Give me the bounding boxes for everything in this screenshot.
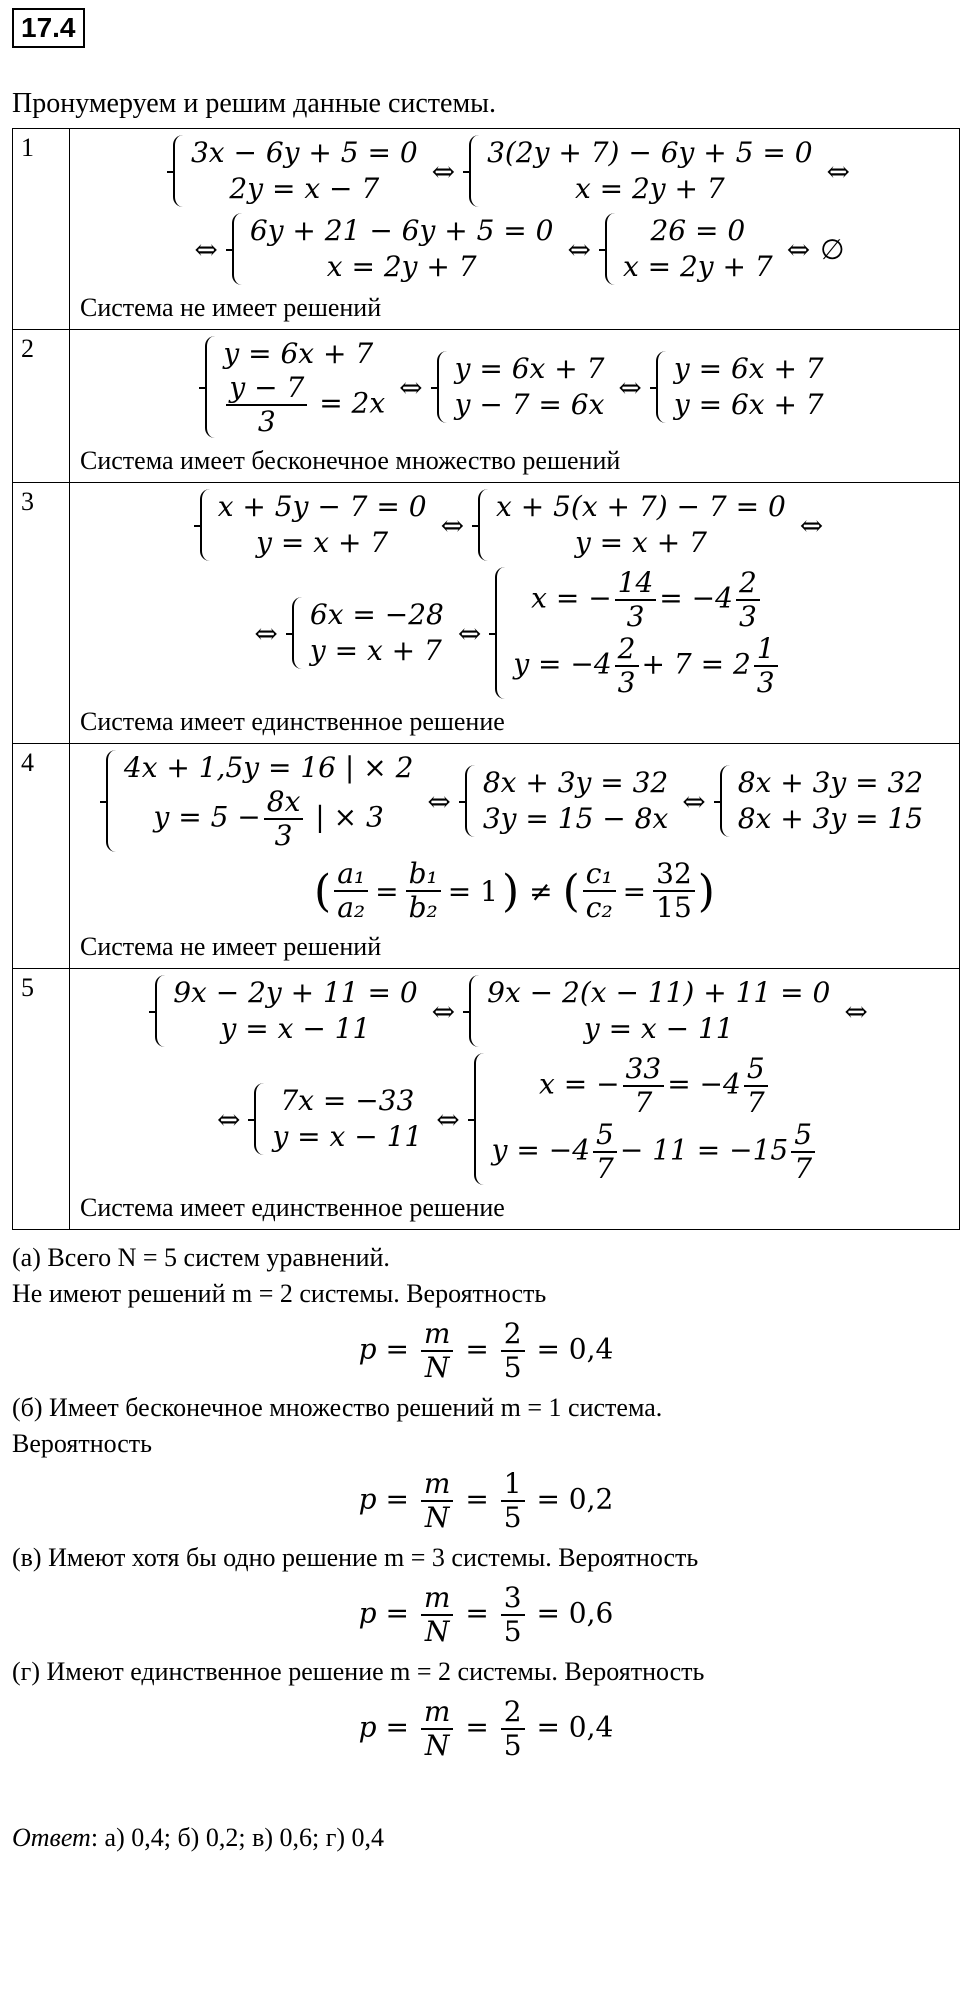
math-line	[80, 213, 949, 285]
equation-system	[292, 597, 444, 669]
intro-text: Пронумеруем и решим данные системы.	[12, 88, 496, 119]
equation-system	[720, 765, 923, 837]
equation: y = x + 7	[256, 526, 389, 559]
equiv-symbol: ⇔	[427, 784, 451, 818]
equation-system	[254, 1083, 422, 1155]
equation: 9x − 2y + 11 = 0	[173, 976, 418, 1009]
equiv-symbol: ⇔	[440, 508, 465, 542]
equals-symbol: =	[465, 1710, 489, 1744]
row-conclusion: Система не имеет решений	[80, 293, 382, 322]
fraction-denominator: 3	[756, 666, 775, 699]
part-d-text: (г) Имеют единственное решение m = 2 системы. Вероятность	[12, 1657, 705, 1686]
equation-part: p =	[358, 1710, 409, 1744]
answer-label: Ответ	[12, 1823, 91, 1852]
equation	[124, 786, 414, 852]
brace-icon	[173, 135, 185, 207]
equation: y = x + 7	[309, 634, 442, 667]
fraction-denominator: 3	[617, 666, 636, 699]
fraction-denominator: a₂	[337, 891, 366, 924]
fraction-denominator: N	[424, 1501, 450, 1534]
fraction-numerator: 14	[615, 567, 657, 601]
equation: x + 5y − 7 = 0	[217, 490, 427, 523]
fraction-numerator: m	[421, 1318, 454, 1352]
paren-open: (	[314, 865, 332, 917]
row-number: 5	[13, 969, 70, 1230]
brace-icon	[469, 135, 481, 207]
equiv-symbol: ⇔	[399, 370, 423, 404]
math-line	[80, 336, 949, 438]
fraction-denominator: 7	[794, 1152, 813, 1185]
row-body	[70, 969, 960, 1230]
not-equal-symbol: ≠	[529, 874, 553, 908]
equation	[223, 372, 385, 438]
row-conclusion: Система имеет единственное решение	[80, 707, 505, 736]
equiv-symbol: ⇔	[436, 1102, 460, 1136]
paren-open: (	[562, 865, 580, 917]
equals-symbol: =	[465, 1596, 489, 1630]
fraction-denominator: 5	[503, 1729, 522, 1762]
equation: 4x + 1,5y = 16 | × 2	[123, 751, 414, 784]
math-line	[80, 1053, 949, 1185]
formula-b	[12, 1468, 960, 1534]
paren-close: )	[697, 865, 715, 917]
brace-icon	[200, 489, 212, 561]
row-body	[70, 129, 960, 330]
equation-part: x = −	[539, 1067, 620, 1101]
equiv-symbol: ⇔	[799, 508, 824, 542]
fraction-numerator: 1	[501, 1468, 525, 1502]
equation-system	[437, 351, 605, 423]
row-body	[70, 330, 960, 483]
equation-part: p =	[358, 1332, 409, 1366]
equation-system	[232, 213, 554, 285]
equation: x = 2y + 7	[574, 172, 725, 205]
fraction-numerator: 3	[501, 1582, 525, 1616]
fraction-denominator: N	[424, 1615, 450, 1648]
equation-part: = 0,4	[536, 1710, 614, 1744]
fraction-denominator: c₂	[585, 891, 613, 924]
equation-part: | × 3	[315, 800, 384, 834]
equiv-symbol: ⇔	[567, 232, 591, 266]
equation: 3y = 15 − 8x	[482, 802, 669, 835]
brace-icon	[469, 975, 481, 1047]
formula-a	[12, 1318, 960, 1384]
equation-part: y = −4	[491, 1133, 591, 1167]
equation-system	[474, 1053, 818, 1185]
equiv-symbol: ⇔	[216, 1102, 241, 1136]
equation-part: = 0,4	[536, 1332, 614, 1366]
fraction-numerator: 32	[653, 858, 695, 892]
row-number: 3	[13, 483, 70, 744]
row-number: 2	[13, 330, 70, 483]
equation-system	[469, 975, 830, 1047]
fraction-denominator: 3	[257, 405, 276, 438]
brace-icon	[254, 1083, 266, 1155]
page	[12, 8, 960, 1856]
equation-system	[469, 135, 812, 207]
fraction-denominator: N	[424, 1729, 450, 1762]
brace-icon	[478, 489, 490, 561]
equation: y = x + 7	[574, 526, 707, 559]
row-number: 1	[13, 129, 70, 330]
equation-system	[106, 750, 414, 852]
math-line	[80, 567, 949, 699]
equation: 8x + 3y = 32	[482, 766, 669, 799]
answer-line	[12, 1820, 960, 1856]
math-line	[80, 135, 949, 207]
equation-system	[200, 489, 427, 561]
brace-icon	[605, 213, 617, 285]
systems-table	[12, 128, 960, 1230]
fraction-numerator: y − 7	[226, 372, 307, 406]
table-row	[13, 483, 960, 744]
equation: 9x − 2(x − 11) + 11 = 0	[487, 976, 831, 1009]
equiv-symbol: ⇔	[254, 616, 278, 650]
fraction-numerator: m	[421, 1468, 454, 1502]
equation-part: − 11 = −15	[619, 1133, 789, 1167]
equation: y − 7 = 6x	[454, 388, 605, 421]
equation: x + 5(x + 7) − 7 = 0	[496, 490, 786, 523]
fraction-numerator: 5	[744, 1053, 768, 1087]
equation-system	[205, 336, 385, 438]
brace-icon	[292, 597, 304, 669]
paren-close: )	[501, 865, 520, 917]
equals-symbol: =	[465, 1332, 489, 1366]
equation	[513, 633, 780, 699]
fraction-denominator: b₂	[408, 891, 438, 924]
brace-icon	[465, 765, 477, 837]
equation-part: = 0,6	[536, 1596, 614, 1630]
equation-system	[656, 351, 824, 423]
equals-symbol: =	[375, 874, 399, 908]
brace-icon	[155, 975, 167, 1047]
brace-icon	[656, 351, 668, 423]
equation: x = 2y + 7	[622, 250, 773, 283]
fraction-denominator: 3	[274, 819, 293, 852]
probability-section	[12, 1240, 960, 1856]
fraction-denominator: 15	[656, 891, 692, 924]
equiv-symbol: ⇔	[431, 994, 456, 1028]
fraction-denominator: 7	[746, 1086, 765, 1119]
fraction-denominator: 3	[626, 600, 645, 633]
table-row	[13, 330, 960, 483]
equation-part: = 0,2	[536, 1482, 614, 1516]
brace-icon	[495, 567, 507, 699]
equation: y = x − 11	[220, 1012, 371, 1045]
part-b-text: (б) Имеет бесконечное множество решений m = 1 система.	[12, 1393, 663, 1422]
equation-part: = −4	[667, 1067, 741, 1101]
equation: 6x = −28	[309, 598, 444, 631]
part-a-text: (а) Всего N = 5 систем уравнений.	[12, 1243, 390, 1272]
brace-icon	[205, 336, 217, 438]
equation: y = 6x + 7	[223, 337, 374, 370]
answer-text: : а) 0,4; б) 0,2; в) 0,6; г) 0,4	[90, 1823, 385, 1852]
equiv-symbol: ⇔	[431, 154, 456, 188]
fraction-numerator: b₁	[406, 858, 441, 892]
equation: y = 6x + 7	[673, 388, 824, 421]
equation-part: p =	[358, 1482, 409, 1516]
fraction-numerator: 5	[593, 1119, 617, 1153]
equation-system	[605, 213, 773, 285]
equation: y = 6x + 7	[673, 352, 824, 385]
row-body	[70, 744, 960, 969]
equiv-symbol: ⇔	[618, 370, 642, 404]
equation-rhs: = 2x	[319, 386, 386, 420]
equation: y = 6x + 7	[454, 352, 605, 385]
equiv-symbol: ⇔	[194, 232, 218, 266]
equation	[513, 567, 780, 633]
fraction-denominator: 7	[596, 1152, 614, 1185]
equation: 3(2y + 7) − 6y + 5 = 0	[487, 136, 813, 169]
equation-part: y = 5 −	[153, 800, 261, 834]
equation-part: + 7 = 2	[641, 647, 751, 681]
equation: 8x + 3y = 15	[737, 802, 924, 835]
equals-symbol: =	[465, 1482, 489, 1516]
fraction-numerator: 5	[791, 1119, 815, 1153]
brace-icon	[474, 1053, 486, 1185]
equiv-symbol: ⇔	[457, 616, 482, 650]
equiv-symbol: ⇔	[682, 784, 706, 818]
fraction-numerator: 2	[615, 633, 639, 667]
math-line	[80, 489, 949, 561]
brace-icon	[106, 750, 118, 852]
row-conclusion: Система имеет единственное решение	[80, 1193, 505, 1222]
equiv-symbol: ⇔	[826, 154, 850, 188]
equation	[492, 1053, 818, 1119]
equals-symbol: =	[622, 874, 647, 908]
equation: y = x − 11	[272, 1120, 423, 1153]
row-number: 4	[13, 744, 70, 969]
row-conclusion: Система не имеет решений	[80, 932, 382, 961]
fraction-denominator: 7	[634, 1086, 653, 1119]
problem-number: 17.4	[12, 8, 85, 48]
fraction-numerator: 1	[754, 633, 778, 667]
equation-part: y = −4	[513, 647, 612, 681]
equation-system	[155, 975, 417, 1047]
equation-part: = −4	[659, 581, 733, 615]
fraction-numerator: 2	[736, 567, 760, 601]
fraction-numerator: 33	[623, 1053, 665, 1087]
equation-system	[465, 765, 668, 837]
math-line	[80, 750, 949, 852]
fraction-numerator: m	[421, 1696, 454, 1730]
fraction-numerator: 8x	[264, 786, 304, 820]
equation-system	[173, 135, 418, 207]
part-c-text: (в) Имеют хотя бы одно решение m = 3 системы. Вероятность	[12, 1543, 699, 1572]
table-row	[13, 129, 960, 330]
equation: 2y = x − 7	[229, 172, 380, 205]
ratio-line	[80, 858, 949, 924]
part-a-text2: Не имеют решений m = 2 системы. Вероятность	[12, 1279, 547, 1308]
row-conclusion: Система имеет бесконечное множество решений	[80, 446, 621, 475]
fraction-numerator: a₁	[334, 858, 368, 892]
fraction-denominator: 5	[503, 1501, 522, 1534]
fraction-denominator: 3	[738, 600, 757, 633]
fraction-denominator: N	[424, 1351, 450, 1384]
equation: x = 2y + 7	[326, 250, 477, 283]
equation-system	[495, 567, 780, 699]
row-body	[70, 483, 960, 744]
fraction-numerator: 2	[501, 1318, 525, 1352]
fraction-numerator: 2	[501, 1696, 525, 1730]
equation-system	[478, 489, 786, 561]
equation: 8x + 3y = 32	[737, 766, 924, 799]
empty-set-icon: ∅	[820, 232, 845, 266]
brace-icon	[437, 351, 449, 423]
math-line	[80, 975, 949, 1047]
part-b-text2: Вероятность	[12, 1429, 153, 1458]
equation: 7x = −33	[280, 1084, 415, 1117]
equation	[492, 1119, 818, 1185]
fraction-numerator: m	[421, 1582, 454, 1616]
fraction-denominator: 5	[503, 1351, 522, 1384]
fraction-numerator: c₁	[583, 858, 616, 892]
equiv-symbol: ⇔	[786, 232, 811, 266]
equation-part: = 1	[447, 874, 498, 908]
equation-part: p =	[358, 1596, 409, 1630]
formula-c	[12, 1582, 960, 1648]
equiv-symbol: ⇔	[844, 994, 868, 1028]
table-row	[13, 744, 960, 969]
brace-icon	[232, 213, 244, 285]
equation: 26 = 0	[650, 214, 746, 247]
equation: y = x − 11	[583, 1012, 734, 1045]
table-row	[13, 969, 960, 1230]
equation: 6y + 21 − 6y + 5 = 0	[249, 214, 554, 247]
fraction-denominator: 5	[503, 1615, 522, 1648]
formula-d	[12, 1696, 960, 1762]
brace-icon	[720, 765, 732, 837]
equation: 3x − 6y + 5 = 0	[190, 136, 418, 169]
equation-part: x = −	[531, 581, 612, 615]
